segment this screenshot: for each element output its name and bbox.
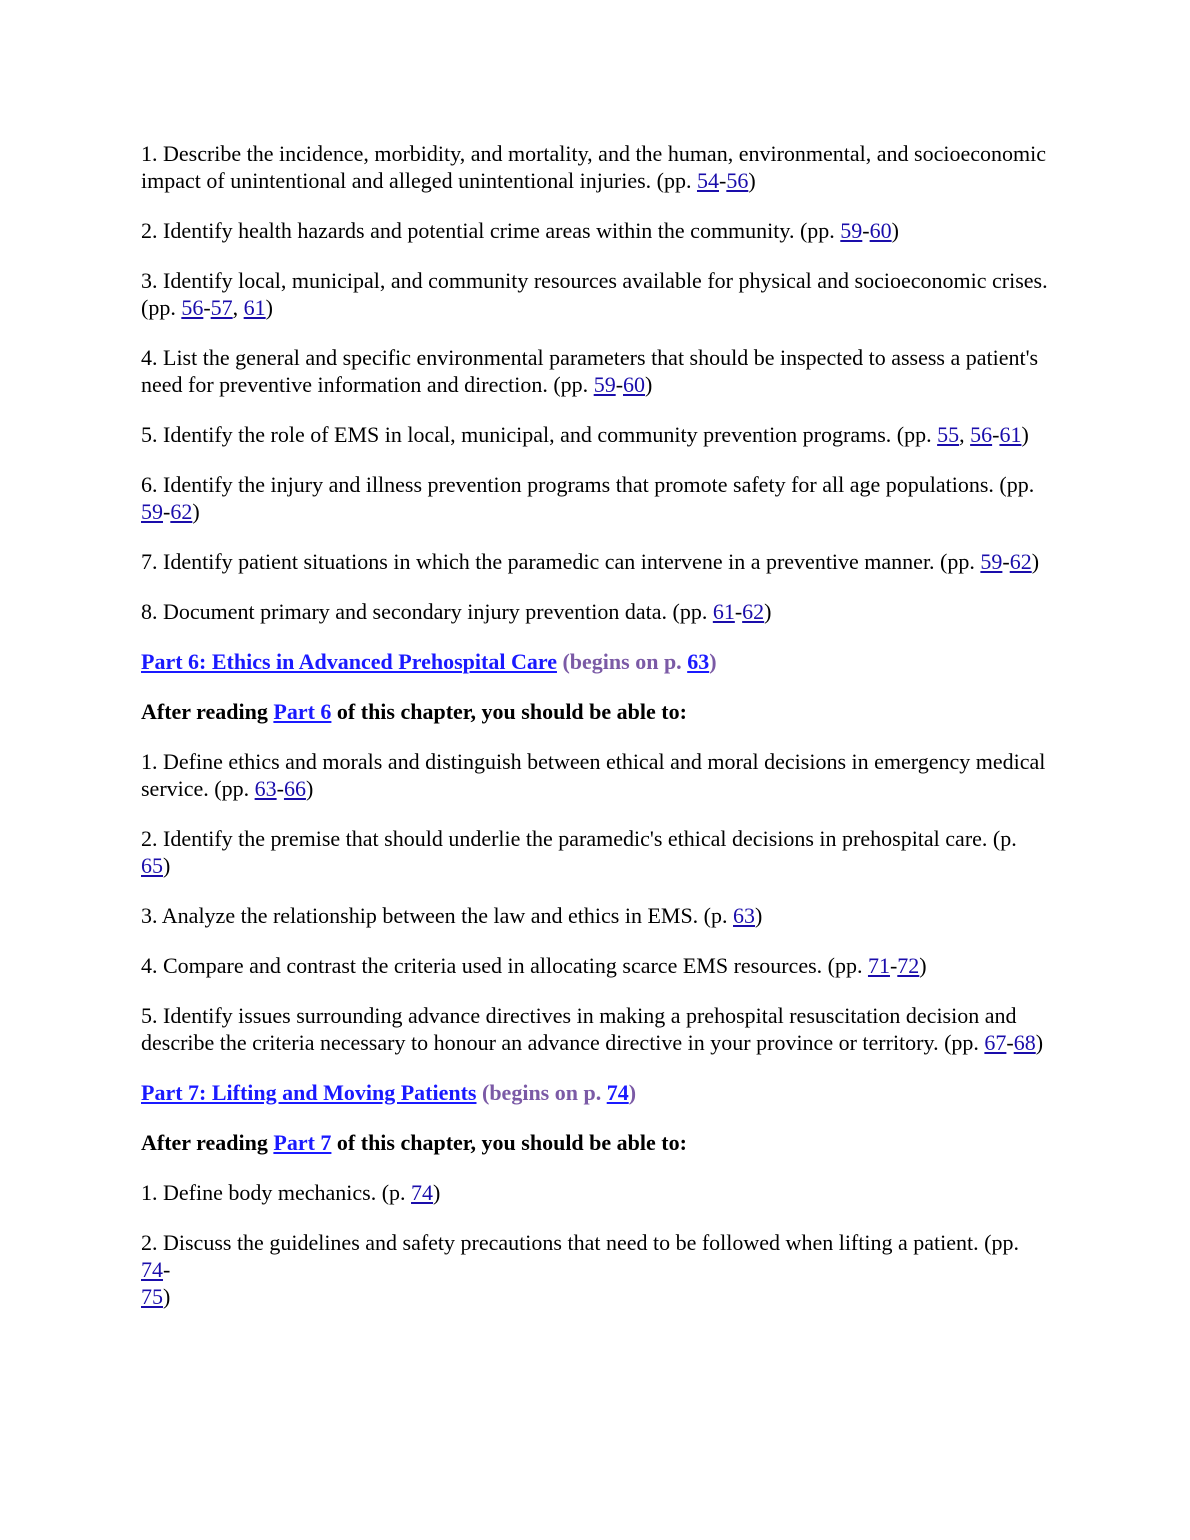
close-paren: ) (1021, 422, 1029, 447)
close-paren: ) (764, 599, 772, 624)
part7-heading (141, 1079, 1051, 1106)
page-link[interactable]: 63 (733, 903, 756, 928)
objective-item (141, 140, 1051, 194)
page-link[interactable]: 60 (869, 218, 892, 243)
page-link[interactable]: 56 (970, 422, 993, 447)
page-link[interactable]: 61 (999, 422, 1022, 447)
page-link[interactable]: 59 (980, 549, 1003, 574)
objective-text: 5. Identify issues surrounding advance directives in making a prehospital resuscitation decision and describe the criteria necessary to honour an advance directive in your province or territory. (pp. (141, 1003, 1017, 1055)
objective-text: 4. List the general and specific environmental parameters that should be inspected to assess a patient's need for preventive information and direction. (pp. (141, 345, 1039, 397)
page-separator: - (163, 1257, 171, 1282)
close-paren: ) (748, 168, 756, 193)
page-link[interactable]: 60 (623, 372, 646, 397)
close-paren: ) (433, 1180, 441, 1205)
part6-intro: After reading Part 6 of this chapter, you should be able to: (141, 699, 687, 724)
part7-begins-page-link[interactable]: 74 (606, 1080, 629, 1105)
page-link[interactable]: 72 (897, 953, 920, 978)
objective-item (141, 1002, 1051, 1056)
page-link[interactable]: 62 (1009, 549, 1032, 574)
objective-text: 1. Describe the incidence, morbidity, and mortality, and the human, environmental, and socioeconomic impact of unintentional and alleged unintentional injuries. (pp. (141, 141, 1046, 193)
objective-item (141, 902, 1051, 929)
objective-item (141, 267, 1051, 321)
objective-item (141, 217, 1051, 244)
page-link[interactable]: 61 (712, 599, 735, 624)
page-link[interactable]: 61 (243, 295, 266, 320)
close-paren: ) (891, 218, 899, 243)
page-link[interactable]: 68 (1013, 1030, 1036, 1055)
close-paren: ) (163, 853, 171, 878)
objectives-list-part5 (141, 140, 1051, 625)
page-link[interactable]: 56 (181, 295, 204, 320)
page-link[interactable]: 54 (696, 168, 719, 193)
page-separator: , (959, 422, 971, 447)
close-paren: ) (305, 776, 314, 801)
part6-title-link[interactable]: Part 6: Ethics in Advanced Prehospital Care (141, 649, 557, 674)
part6-heading (141, 648, 1051, 675)
objective-text: 7. Identify patient situations in which the paramedic can intervene in a preventive manner. (pp. (141, 549, 981, 574)
page-link[interactable]: 65 (141, 853, 163, 878)
page-link[interactable]: 59 (593, 372, 616, 397)
objective-item (141, 344, 1051, 398)
page-separator: - (889, 953, 898, 978)
objective-item (141, 1179, 1051, 1206)
close-paren: ) (163, 1284, 171, 1309)
page-separator: - (615, 372, 624, 397)
page-link[interactable]: 62 (742, 599, 765, 624)
page-link[interactable]: 59 (141, 499, 163, 524)
part6-link[interactable]: Part 6 (273, 699, 332, 724)
page-separator: - (1002, 549, 1010, 574)
page-link[interactable]: 71 (867, 953, 890, 978)
objective-text: 6. Identify the injury and illness prevention programs that promote safety for all age populations. (pp. (141, 472, 1035, 497)
page-link[interactable]: 67 (984, 1030, 1007, 1055)
close-paren: ) (265, 295, 273, 320)
objective-item (141, 548, 1051, 575)
page-link[interactable]: 74 (141, 1257, 163, 1282)
close-paren: ) (1035, 1030, 1044, 1055)
page-separator: - (734, 599, 743, 624)
objectives-list-part6 (141, 748, 1051, 1056)
document-page (141, 140, 1051, 1333)
close-paren: ) (192, 499, 200, 524)
page-separator: - (276, 776, 284, 801)
part7-link[interactable]: Part 7 (273, 1130, 332, 1155)
part6-begins-page-link[interactable]: 63 (687, 649, 710, 674)
close-paren: ) (919, 953, 927, 978)
objective-item (141, 748, 1051, 802)
objective-text: 1. Define ethics and morals and distinguish between ethical and moral decisions in emergency medical service. (pp. (141, 749, 1046, 801)
page-link[interactable]: 66 (283, 776, 306, 801)
objective-text: 8. Document primary and secondary injury prevention data. (pp. (141, 599, 713, 624)
objective-item (141, 598, 1051, 625)
objective-text: 2. Identify health hazards and potential crime areas within the community. (pp. (141, 218, 841, 243)
objective-text: 2. Identify the premise that should underlie the paramedic's ethical decisions in prehospital care. (p. (141, 826, 1017, 851)
part7-intro: After reading Part 7 of this chapter, you should be able to: (141, 1130, 687, 1155)
part7-title-link[interactable]: Part 7: Lifting and Moving Patients (141, 1080, 477, 1105)
objective-text: 2. Discuss the guidelines and safety precautions that need to be followed when lifting a patient. (pp. (141, 1230, 1019, 1255)
page-link[interactable]: 74 (411, 1180, 434, 1205)
page-separator: - (203, 295, 211, 320)
objective-item (141, 825, 1051, 879)
page-separator: - (718, 168, 727, 193)
objective-item (141, 471, 1051, 525)
page-separator: - (992, 422, 1000, 447)
page-link[interactable]: 75 (141, 1284, 163, 1309)
objective-item (141, 952, 1051, 979)
page-link[interactable]: 55 (937, 422, 960, 447)
objective-text: 3. Identify local, municipal, and community resources available for physical and socioeconomic crises. (pp. (141, 268, 1048, 320)
page-link[interactable]: 57 (210, 295, 233, 320)
objective-text: 5. Identify the role of EMS in local, municipal, and community prevention programs. (pp. (141, 422, 938, 447)
objective-text: 4. Compare and contrast the criteria used in allocating scarce EMS resources. (pp. (141, 953, 868, 978)
part7-begins-note: (begins on p. 74) (476, 1080, 637, 1105)
page-link[interactable]: 59 (840, 218, 863, 243)
page-link[interactable]: 56 (726, 168, 749, 193)
objective-item (141, 421, 1051, 448)
objective-text: 1. Define body mechanics. (p. (141, 1180, 412, 1205)
page-link[interactable]: 63 (254, 776, 277, 801)
page-separator: - (862, 218, 870, 243)
close-paren: ) (645, 372, 653, 397)
page-separator: , (232, 295, 244, 320)
objective-text: 3. Analyze the relationship between the law and ethics in EMS. (p. (141, 903, 734, 928)
objectives-list-part7 (141, 1179, 1051, 1310)
objective-item (141, 1229, 1051, 1310)
page-link[interactable]: 62 (170, 499, 193, 524)
part6-begins-note: (begins on p. 63) (556, 649, 717, 674)
close-paren: ) (755, 903, 763, 928)
close-paren: ) (1031, 549, 1040, 574)
page-separator: - (163, 499, 171, 524)
page-separator: - (1006, 1030, 1014, 1055)
